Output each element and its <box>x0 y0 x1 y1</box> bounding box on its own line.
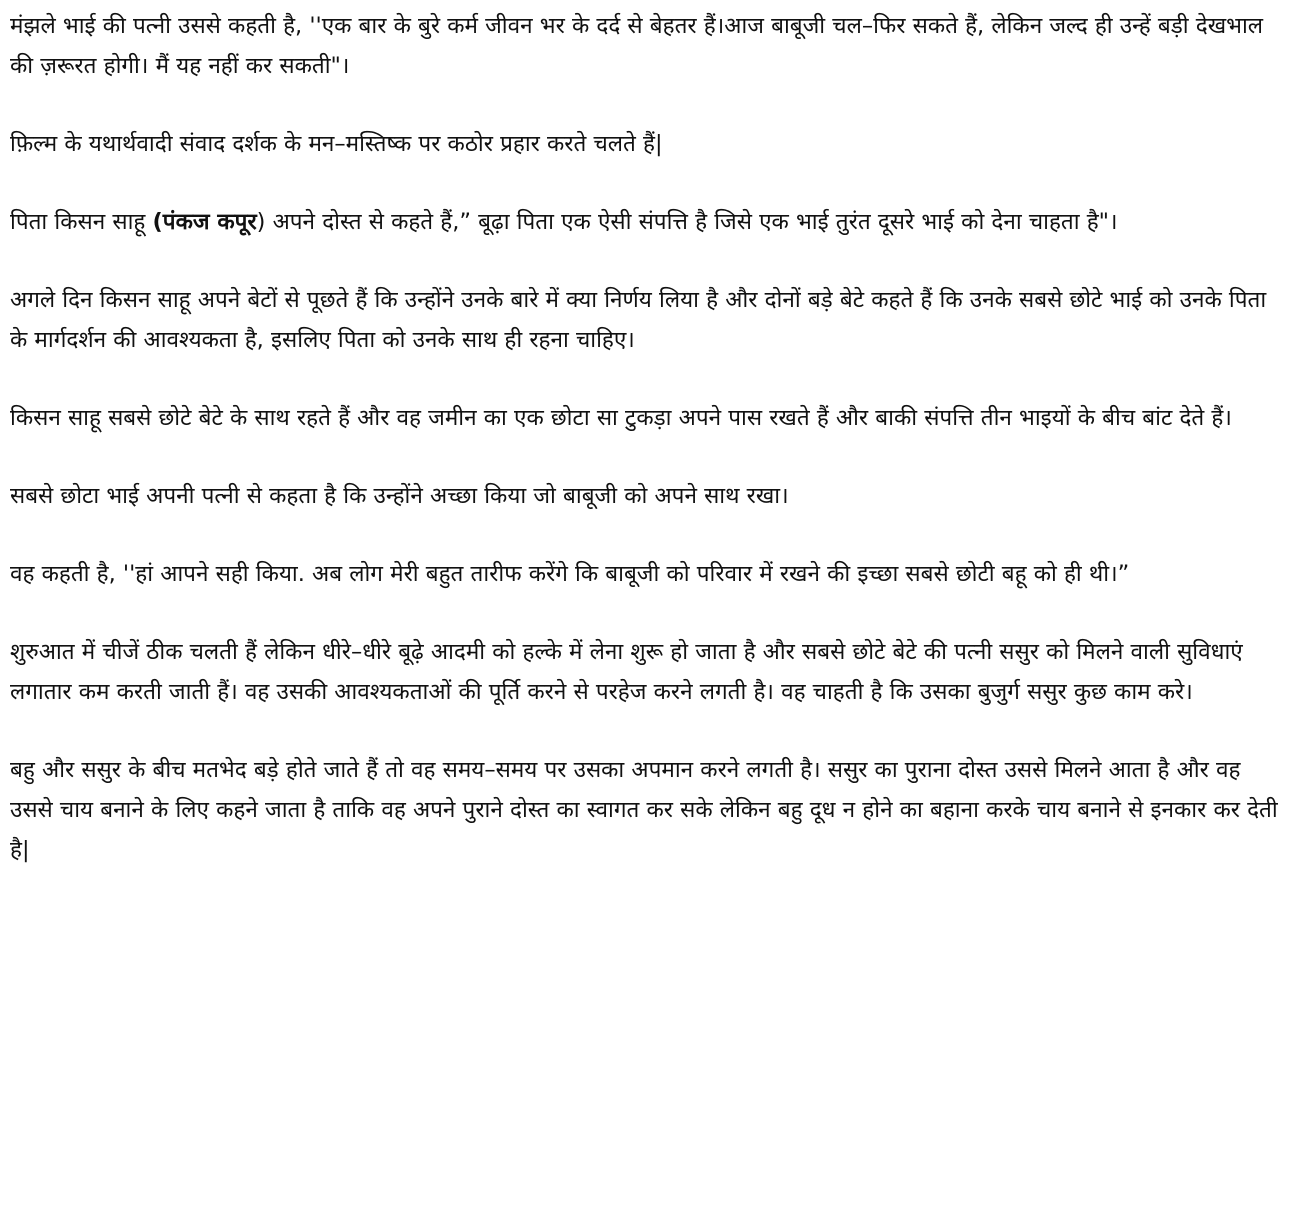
paragraph-6: सबसे छोटा भाई अपनी पत्नी से कहता है कि उन्होंने अच्छा किया जो बाबूजी को अपने साथ रखा। <box>10 483 789 509</box>
paragraph-5: किसन साहू सबसे छोटे बेटे के साथ रहते हैं और वह जमीन का एक छोटा सा टुकड़ा अपने पास रखते हैं और बाकी संपत्ति तीन भाइयों के बीच बांट देते हैं। <box>10 405 1232 431</box>
paragraph-7: वह कहती है, ''हां आपने सही किया. अब लोग मेरी बहुत तारीफ करेंगे कि बाबूजी को परिवार में रखने की इच्छा सबसे छोटी बहू को ही थी।” <box>10 561 1130 587</box>
paragraph-3-rest: ) अपने दोस्त से कहते हैं,” बूढ़ा पिता एक ऐसी संपत्ति है जिसे एक भाई तुरंत दूसरे भाई को देना चाहता है"। <box>256 209 1118 235</box>
paragraph-8: शुरुआत में चीजें ठीक चलती हैं लेकिन धीरे–धीरे बूढ़े आदमी को हल्के में लेना शुरू हो जाता है और सबसे छोटे बेटे की पत्नी ससुर को मिलने वाली सुविधाएं लगातार कम करती जाती हैं। वह उसकी आवश्यकताओं की पूर्ति करने से परहेज करने लगती है। वह चाहती है कि उसका बुजुर्ग ससुर कुछ काम करे। <box>10 639 1243 705</box>
paragraph-9: बहु और ससुर के बीच मतभेद बड़े होते जाते हैं तो वह समय–समय पर उसका अपमान करने लगती है। ससुर का पुराना दोस्त उससे मिलने आता है और वह उससे चाय बनाने के लिए कहने जाता है ताकि वह अपने पुराने दोस्त का स्वागत कर सके लेकिन बहु दूध न होने का बहाना करके चाय बनाने से इनकार कर देती है| <box>10 757 1278 863</box>
paragraph-4: अगले दिन किसन साहू अपने बेटों से पूछते हैं कि उन्होंने उनके बारे में क्या निर्णय लिया है और दोनों बड़े बेटे कहते हैं कि उनके सबसे छोटे भाई को उनके पिता के मार्गदर्शन की आवश्यकता है, इसलिए पिता को उनके साथ ही रहना चाहिए। <box>10 287 1267 353</box>
paragraph-3-lead: पिता किसन साहू <box>10 209 153 235</box>
paragraph-1: मंझले भाई की पत्नी उससे कहती है, ''एक बार के बुरे कर्म जीवन भर के दर्द से बेहतर हैं।आज बाबूजी चल–फिर सकते हैं, लेकिन जल्द ही उन्हें बड़ी देखभाल की ज़रूरत होगी। मैं यह नहीं कर सकती"। <box>10 13 1264 79</box>
actor-name-bold: (पंकज कपूर <box>152 209 257 235</box>
paragraph-2: फ़िल्म के यथार्थवादी संवाद दर्शक के मन–मस्तिष्क पर कठोर प्रहार करते चलते हैं| <box>10 131 663 157</box>
paragraph-3 <box>10 202 1283 242</box>
